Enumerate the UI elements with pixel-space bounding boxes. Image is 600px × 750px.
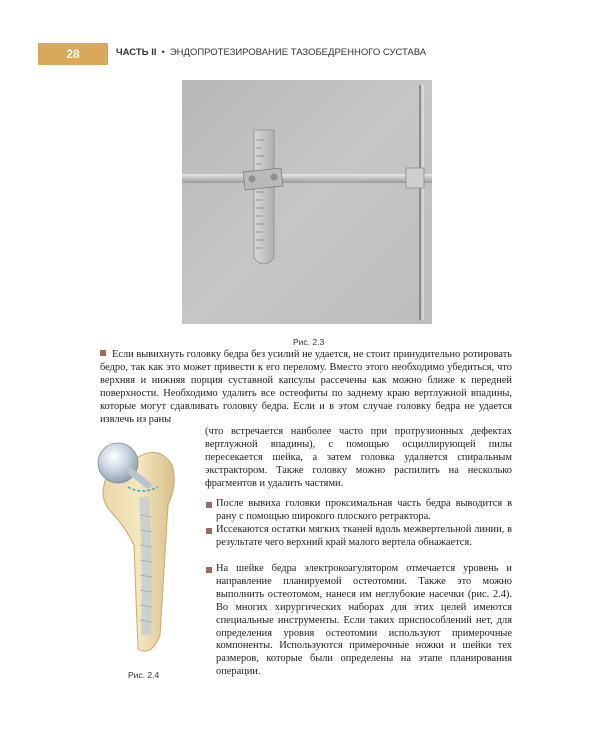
bullet-marker [206,567,212,573]
figure-2-3-photo [182,80,432,324]
bullet-marker [206,528,212,534]
running-head [116,47,426,58]
list-item [216,524,512,550]
part-label: ЧАСТЬ II [116,47,157,58]
osteotomy-guide-illustration [182,80,432,324]
page-number: 28 [38,43,108,65]
running-header [0,43,600,65]
list-item-text: После вывиха головки проксимальная часть бедра выводится в рану с помощью широкого плоского ретрактора. [216,498,512,522]
paragraph-1 [100,349,512,426]
figure-2-4-femur-illustration [90,435,200,665]
list-item [216,563,512,679]
figure-2-4-caption: Рис. 2.4 [128,670,160,680]
figure-2-3-caption: Рис. 2.3 [293,337,325,347]
paragraph-1-continuation: (что встречается наиболее часто при протрузионных дефектах вертлужной впадины), с помощью осциллирующей пилы пересекается шейка, а затем головка удаляется спиральным экстрактором. Также головку можно распилить на несколько фрагментов и удалить частями. [205,426,512,489]
list-item-text: На шейке бедра электрокоагулятором отмечается уровень и направление планируемой остеотомии. Также это можно выполнить остеотомом, нанеся им неглубокие насечки (рис. 2.4). Во многих хирургических наборах для этих целей имеются специальные инструменты. Если таких приспособлений нет, для определения уровня остеотомии используют примерочные компоненты. Используются примерочные ножки и шейки тех размеров, которые были определены на этапе планирования операции. [216,563,512,678]
list-item-text: Иссекаются остатки мягких тканей вдоль межвертельной линии, в результате чего верхний край малого вертела обнажается. [216,524,512,548]
bullet-marker [100,350,106,356]
chapter-title: ЭНДОПРОТЕЗИРОВАНИЕ ТАЗОБЕДРЕННОГО СУСТАВА [169,47,427,58]
list-item [216,498,512,524]
header-separator: • [161,47,165,58]
paragraph-1-text: Если вывихнуть головку бедра без усилий не удается, не стоит принудительно ротировать бедро, так как это может привести к его перелому. Вместо этого необходимо убедиться, что верхняя и нижняя порция суставной капсулы рассечены как можно ближе к передней поверхности. Необходимо удалить все остеофиты по заднему краю вертлужной впадины, которые могут сдавливать головку бедра. Если и в этом случае головку бедра не удается извлечь из раны [100,349,512,425]
bullet-marker [206,502,212,508]
